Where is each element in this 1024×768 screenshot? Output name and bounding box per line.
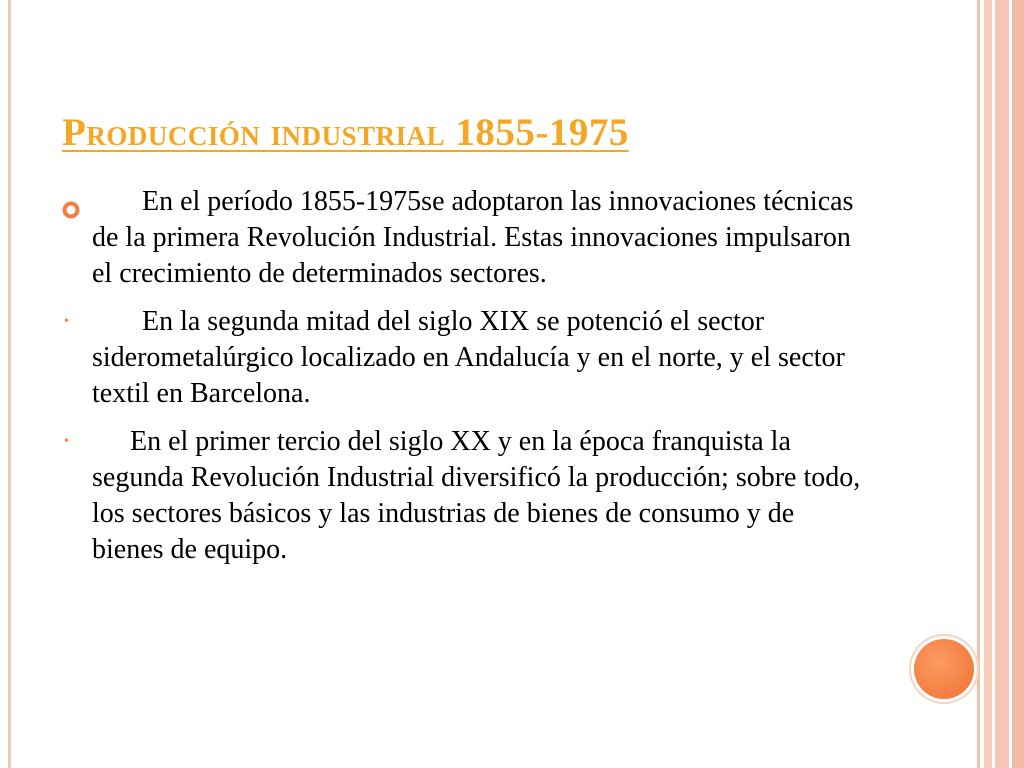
right-stripe-decoration — [995, 0, 1009, 768]
right-stripe-decoration — [1012, 0, 1024, 768]
bullet-text: En la segunda mitad del siglo XIX se potenció el sector siderometalúrgico localizado en Andalucía y en el norte, y el sector textil en Barcelona. — [92, 306, 845, 409]
small-dot-bullet-icon: • — [64, 314, 69, 329]
right-stripe-decoration — [984, 0, 992, 768]
bullet-text: En el período 1855-1975se adoptaron las innovaciones técnicas de la primera Revolución Industrial. Estas innovaciones impulsaron el crecimiento de determinados sectores. — [92, 186, 854, 289]
bullet-text: En el primer tercio del siglo XX y en la época franquista la segunda Revolución Industrial diversificó la producción; sobre todo, los sectores básicos y las industrias de bienes de consumo y de bienes de equipo. — [92, 426, 861, 565]
right-stripe-decoration — [977, 0, 980, 768]
left-border-decoration — [8, 0, 11, 768]
small-dot-bullet-icon: • — [64, 434, 69, 449]
slide-title: Producción industrial 1855-1975 — [62, 111, 629, 154]
orange-circle-decoration — [914, 639, 974, 699]
orange-ring-bullet-icon — [62, 193, 80, 211]
bullet-item — [62, 184, 862, 292]
bullet-item — [62, 304, 862, 412]
bullet-list — [62, 184, 862, 580]
bullet-item — [62, 424, 862, 568]
